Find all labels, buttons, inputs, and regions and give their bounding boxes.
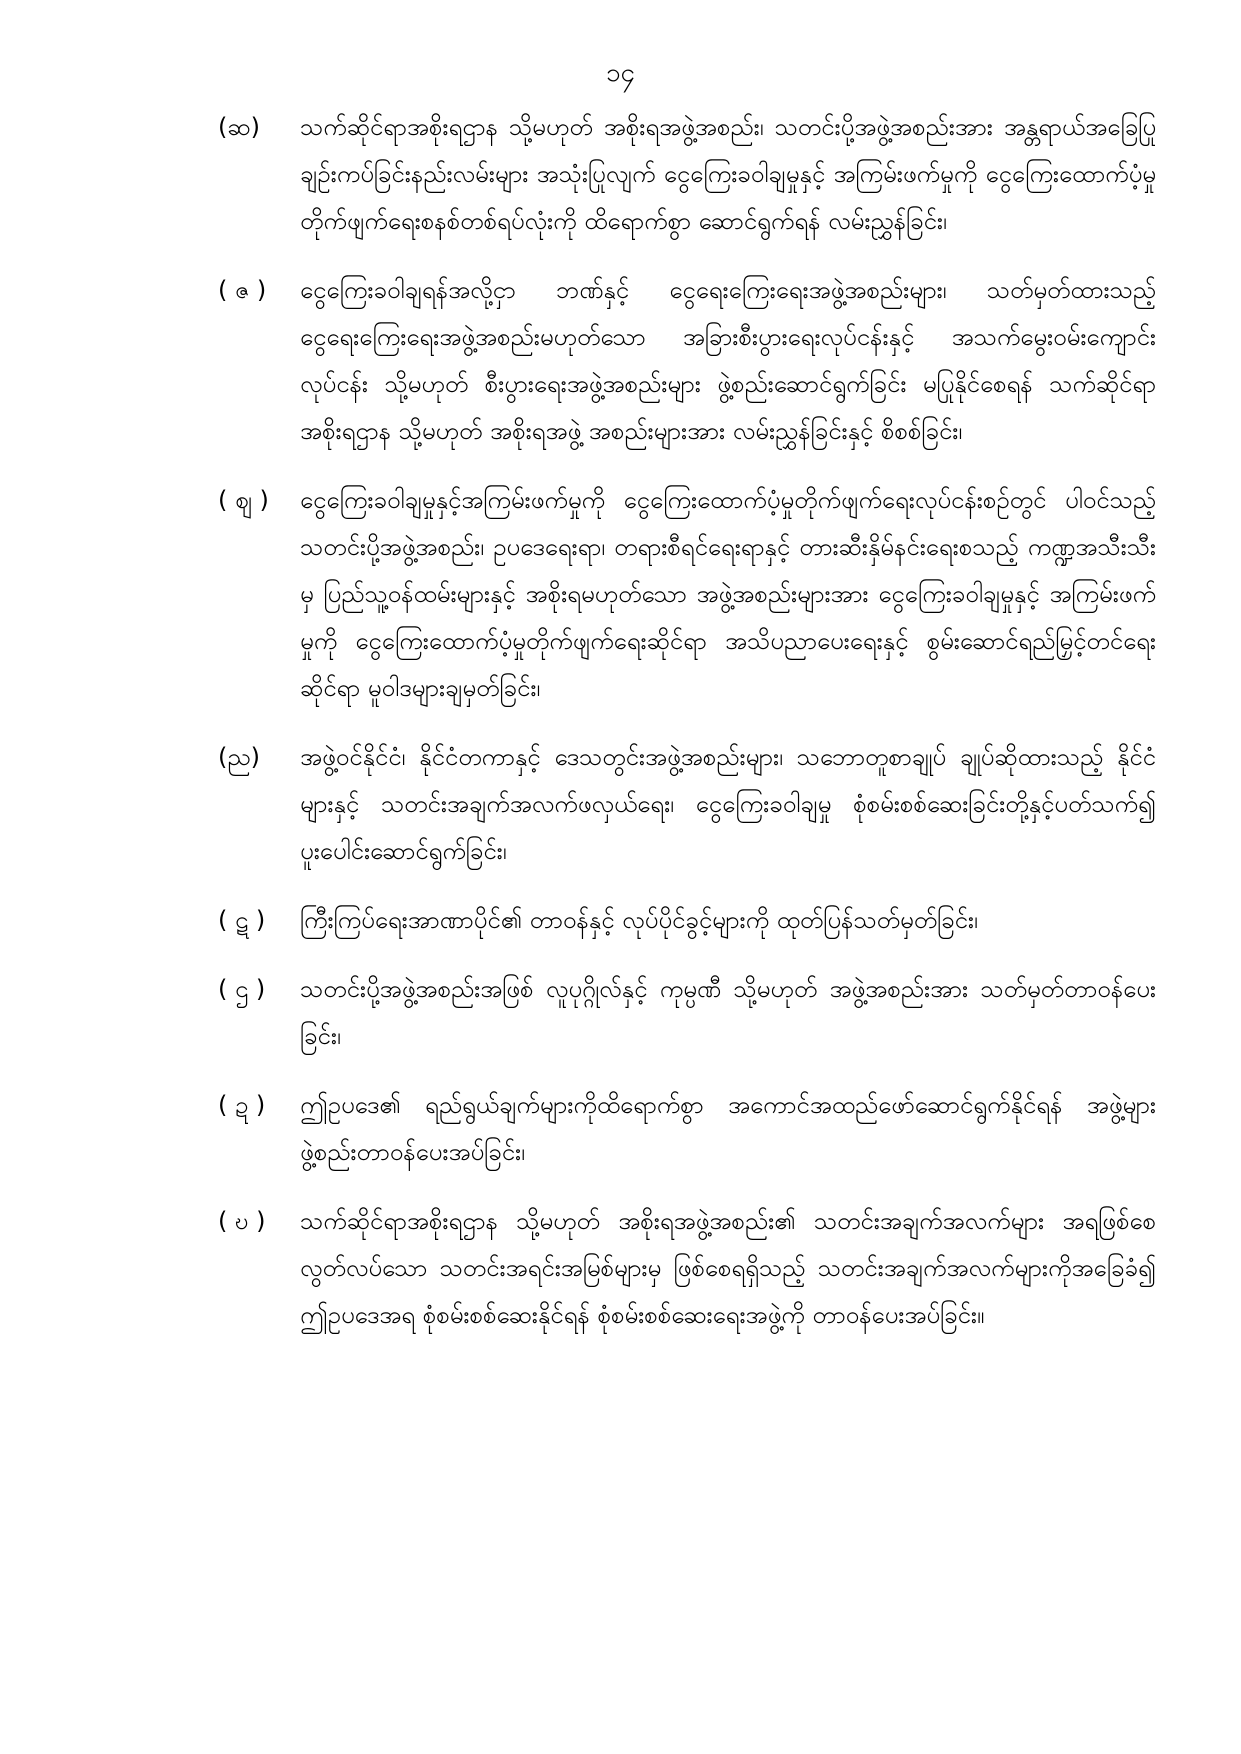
clause-label: ( ဎ )	[218, 1207, 266, 1235]
clause-list	[218, 104, 1156, 1361]
clause-item	[218, 477, 1156, 712]
clause-text: သတင်းပို့အဖွဲ့အစည်းအဖြစ် လူပုဂ္ဂိုလ်နှင့် ကုမ္ပဏီ သို့မဟုတ် အဖွဲ့အစည်းအား သတ်မှတ်တာဝန်ပေးခြင်း၊	[300, 975, 1156, 1050]
clause-text: အဖွဲ့ဝင်နိုင်ငံ၊ နိုင်ငံတကာနှင့် ဒေသတွင်းအဖွဲ့အစည်းများ၊ သဘောတူစာချုပ် ချုပ်ဆိုထားသည့် နိုင်ငံများနှင့် သတင်းအချက်အလက်ဖလှယ်ရေး၊ ငွေကြေးခဝါချမှု စုံစမ်းစစ်ဆေးခြင်းတို့နှင့်ပတ်သက်၍ ပူးပေါင်းဆောင်ရွက်ခြင်း၊	[300, 743, 1156, 865]
clause-text: ဤဥပဒေ၏ ရည်ရွယ်ချက်များကိုထိရောက်စွာ အကောင်အထည်ဖော်ဆောင်ရွက်နိုင်ရန် အဖွဲ့များ ဖွဲ့စည်းတာဝန်ပေးအပ်ခြင်း၊	[300, 1091, 1156, 1166]
clause-item	[218, 897, 1156, 944]
clause-item	[218, 1198, 1156, 1339]
clause-label: (ဆ)	[218, 113, 260, 141]
clause-item	[218, 267, 1156, 455]
clause-item	[218, 734, 1156, 875]
clause-label: ( ဍ )	[218, 1091, 266, 1119]
clause-item	[218, 966, 1156, 1060]
clause-label: (ည)	[218, 743, 260, 771]
clause-label: ( ဇ )	[218, 276, 267, 304]
clause-text: ငွေကြေးခဝါချမှုနှင့်အကြမ်းဖက်မှုကို ငွေကြေးထောက်ပံ့မှုတိုက်ဖျက်ရေးလုပ်ငန်းစဉ်တွင် ပါဝင်သည့် သတင်းပို့အဖွဲ့အစည်း၊ ဥပဒေရေးရာ၊ တရားစီရင်ရေးရာနှင့် တားဆီးနှိမ်နင်းရေးစသည့် ကဏ္ဍအသီးသီးမှ ပြည်သူ့ဝန်ထမ်းများနှင့် အစိုးရမဟုတ်သော အဖွဲ့အစည်းများအား ငွေကြေးခဝါချမှုနှင့် အကြမ်းဖက်မှုကို ငွေကြေးထောက်ပံ့မှုတိုက်ဖျက်ရေးဆိုင်ရာ အသိပညာပေးရေးနှင့် စွမ်းဆောင်ရည်မြှင့်တင်ရေးဆိုင်ရာ မူဝါဒများချမှတ်ခြင်း၊	[300, 486, 1156, 702]
page-number: ၁၄	[605, 58, 636, 88]
clause-label: ( ဋ )	[218, 906, 266, 934]
clause-label: ( ဈ )	[218, 486, 269, 514]
clause-text: ငွေကြေးခဝါချရန်အလို့ငှာ ဘဏ်နှင့် ငွေရေးကြေးရေးအဖွဲ့အစည်းများ၊ သတ်မှတ်ထားသည့် ငွေရေးကြေးရေးအဖွဲ့အစည်းမဟုတ်သော အခြားစီးပွားရေးလုပ်ငန်းနှင့် အသက်မွေးဝမ်းကျောင်းလုပ်ငန်း သို့မဟုတ် စီးပွားရေးအဖွဲ့အစည်းများ ဖွဲ့စည်းဆောင်ရွက်ခြင်း မပြုနိုင်စေရန် သက်ဆိုင်ရာအစိုးရဌာန သို့မဟုတ် အစိုးရအဖွဲ့ အစည်းများအား လမ်းညွှန်ခြင်းနှင့် စိစစ်ခြင်း၊	[300, 276, 1156, 445]
clause-item	[218, 1082, 1156, 1176]
clause-label: ( ဌ )	[218, 975, 266, 1003]
clause-text: သက်ဆိုင်ရာအစိုးရဌာန သို့မဟုတ် အစိုးရအဖွဲ့အစည်း၏ သတင်းအချက်အလက်များ အရဖြစ်စေ လွတ်လပ်သော သတင်းအရင်းအမြစ်များမှ ဖြစ်စေရရှိသည့် သတင်းအချက်အလက်များကိုအခြေခံ၍ ဤဥပဒေအရ စုံစမ်းစစ်ဆေးနိုင်ရန် စုံစမ်းစစ်ဆေးရေးအဖွဲ့ကို တာဝန်ပေးအပ်ခြင်း။	[300, 1207, 1156, 1329]
clause-text: သက်ဆိုင်ရာအစိုးရဌာန သို့မဟုတ် အစိုးရအဖွဲ့အစည်း၊ သတင်းပို့အဖွဲ့အစည်းအား အန္တရာယ်အခြေပြုချဉ်းကပ်ခြင်းနည်းလမ်းများ အသုံးပြုလျက် ငွေကြေးခဝါချမှုနှင့် အကြမ်းဖက်မှုကို ငွေကြေးထောက်ပံ့မှုတိုက်ဖျက်ရေးစနစ်တစ်ရပ်လုံးကို ထိရောက်စွာ ဆောင်ရွက်ရန် လမ်းညွှန်ခြင်း၊	[300, 113, 1156, 235]
clause-item	[218, 104, 1156, 245]
clause-text: ကြီးကြပ်ရေးအာဏာပိုင်၏ တာဝန်နှင့် လုပ်ပိုင်ခွင့်များကို ထုတ်ပြန်သတ်မှတ်ခြင်း၊	[300, 906, 978, 934]
